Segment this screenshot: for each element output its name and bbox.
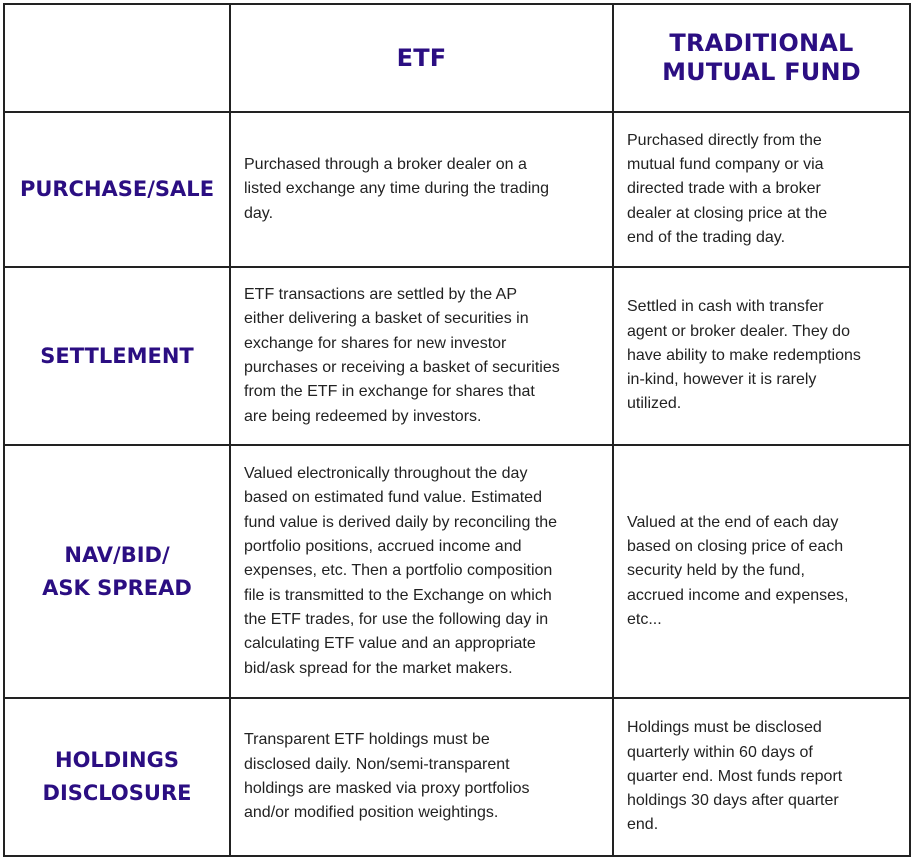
- cell-text-line: Purchased through a broker dealer on a: [244, 156, 527, 174]
- cell-text-line: listed exchange any time during the trading: [244, 180, 550, 198]
- mutual-fund-header-line-2: MUTUAL FUND: [662, 58, 861, 86]
- cell-text-line: portfolio positions, accrued income and: [244, 538, 522, 556]
- row-label-line: SETTLEMENT: [40, 343, 194, 368]
- row-label-line: PURCHASE/SALE: [19, 177, 215, 202]
- table-row-purchase-sale: [4, 112, 910, 267]
- cell-text-line: Valued at the end of each day: [627, 513, 839, 531]
- cell-text-line: calculating ETF value and an appropriate: [244, 635, 536, 653]
- cell-text-line: directed trade with a broker: [627, 180, 821, 198]
- cell-text-line: accrued income and expenses,: [627, 586, 849, 604]
- cell-text-line: expenses, etc. Then a portfolio composition: [244, 562, 553, 580]
- cell-text-line: Holdings must be disclosed: [627, 719, 822, 737]
- cell-text-line: agent or broker dealer. They do: [627, 322, 850, 340]
- mutual-fund-header-line-1: TRADITIONAL: [669, 29, 854, 58]
- cell-text-line: have ability to make redemptions: [627, 346, 861, 364]
- cell-text-line: exchange for shares for new investor: [244, 334, 507, 352]
- cell-text-line: etc...: [627, 610, 662, 628]
- table-row-holdings-disclosure: [4, 698, 910, 856]
- cell-text-line: and/or modified position weightings.: [244, 804, 499, 822]
- etf-cell-purchase-sale: [230, 112, 613, 267]
- cell-text-line: Valued electronically throughout the day: [244, 465, 528, 483]
- cell-text-line: utilized.: [627, 395, 682, 413]
- etf-header-label: ETF: [396, 43, 447, 72]
- row-label-line: DISCLOSURE: [42, 781, 192, 805]
- row-label-line: NAV/BID/: [64, 542, 170, 567]
- cell-text-line: quarterly within 60 days of: [627, 743, 813, 761]
- cell-text-line: mutual fund company or via: [627, 156, 824, 174]
- row-label-nav-bid-ask: [4, 445, 230, 698]
- cell-text-line: ETF transactions are settled by the AP: [244, 286, 518, 304]
- row-label-line: HOLDINGS: [55, 748, 179, 773]
- cell-text-line: holdings 30 days after quarter: [627, 792, 839, 810]
- cell-text-line: are being redeemed by investors.: [244, 407, 482, 425]
- etf-cell-nav-bid-ask: [230, 445, 613, 698]
- row-label-line: ASK SPREAD: [42, 575, 192, 600]
- cell-text-line: file is transmitted to the Exchange on which: [244, 586, 552, 604]
- cell-text-line: quarter end. Most funds report: [627, 767, 843, 785]
- row-label-holdings-disclosure: [4, 698, 230, 856]
- cell-text-line: Settled in cash with transfer: [627, 298, 824, 316]
- etf-column-header: [230, 4, 613, 112]
- cell-text-line: Transparent ETF holdings must be: [244, 731, 490, 749]
- table-row-nav-bid-ask: [4, 445, 910, 698]
- cell-text-line: based on estimated fund value. Estimated: [244, 489, 542, 507]
- cell-text-line: bid/ask spread for the market makers.: [244, 659, 513, 677]
- cell-text-line: in-kind, however it is rarely: [627, 371, 817, 389]
- row-label-purchase-sale: [4, 112, 230, 267]
- cell-text-line: either delivering a basket of securities in: [244, 310, 529, 328]
- cell-text-line: disclosed daily. Non/semi-transparent: [244, 755, 510, 773]
- cell-text-line: the ETF trades, for use the following day in: [244, 610, 549, 628]
- cell-text-line: fund value is derived daily by reconciling the: [244, 513, 558, 531]
- etf-cell-settlement: [230, 267, 613, 445]
- cell-text-line: security held by the fund,: [627, 562, 805, 580]
- table-row-settlement: [4, 267, 910, 445]
- mutual-fund-cell-settlement: [613, 267, 910, 445]
- mutual-fund-cell-purchase-sale: [613, 112, 910, 267]
- cell-text-line: end of the trading day.: [627, 228, 786, 246]
- comparison-table: [3, 3, 911, 857]
- cell-text-line: day.: [244, 204, 274, 222]
- header-row: [4, 4, 910, 112]
- etf-cell-holdings-disclosure: [230, 698, 613, 856]
- cell-text-line: holdings are masked via proxy portfolios: [244, 780, 530, 797]
- cell-text-line: from the ETF in exchange for shares that: [244, 383, 535, 401]
- cell-text-line: purchases or receiving a basket of securities: [244, 359, 560, 376]
- mutual-fund-cell-holdings-disclosure: [613, 698, 910, 856]
- cell-text-line: dealer at closing price at the: [627, 204, 828, 222]
- cell-text-line: Purchased directly from the: [627, 131, 822, 149]
- corner-cell: [4, 4, 230, 112]
- mutual-fund-cell-nav-bid-ask: [613, 445, 910, 698]
- mutual-fund-column-header: [613, 4, 910, 112]
- cell-text-line: end.: [627, 816, 659, 834]
- cell-text-line: based on closing price of each: [627, 538, 844, 556]
- row-label-settlement: [4, 267, 230, 445]
